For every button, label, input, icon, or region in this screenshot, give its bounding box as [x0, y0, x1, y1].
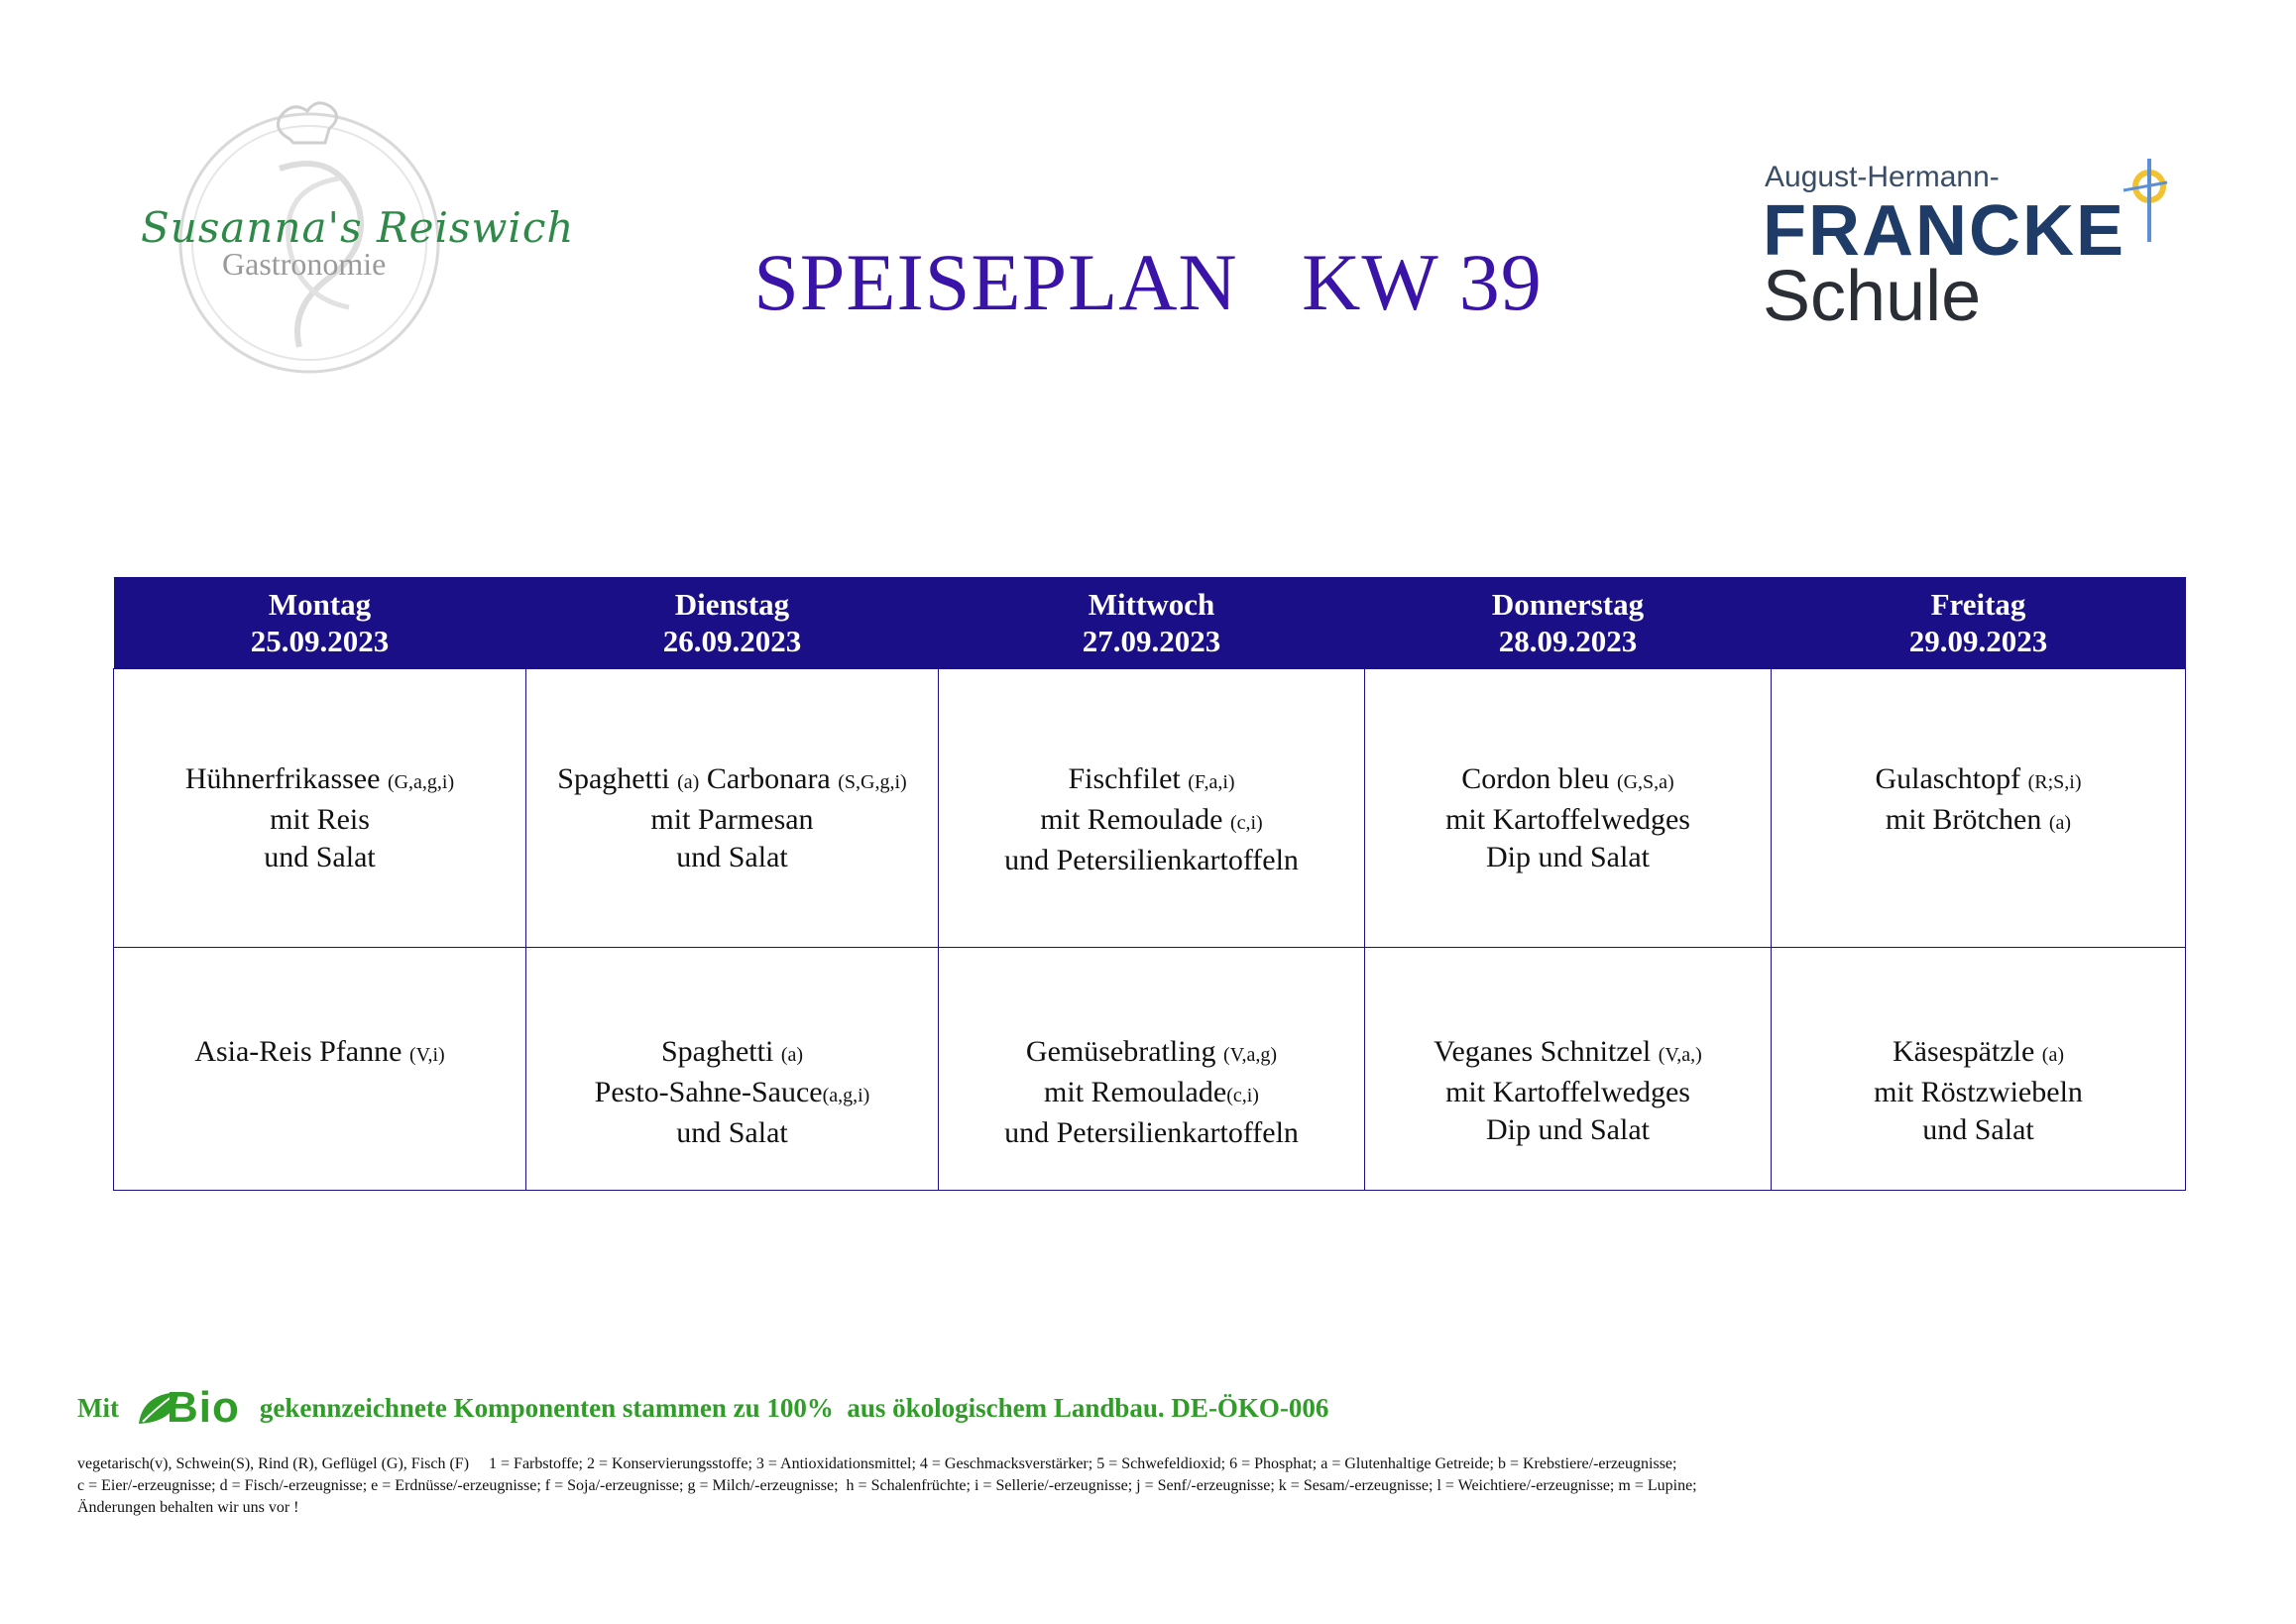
day-name: Mittwoch	[1088, 587, 1215, 622]
bio-text: gekennzeichnete Komponenten stammen zu 100% aus ökologischem Landbau. DE-ÖKO-006	[259, 1392, 1329, 1423]
allergen-codes: (V,a,g)	[1223, 1044, 1278, 1066]
allergen-codes: (a,g,i)	[822, 1085, 870, 1106]
dish-side: mit Parmesan	[650, 803, 814, 836]
menu-cell	[1772, 669, 2186, 948]
day-header	[114, 577, 526, 669]
logo-line-2: FRANCKE	[1763, 191, 2125, 271]
dish-side: mit Röstzwiebeln	[1874, 1076, 2083, 1108]
allergen-codes: (a)	[2041, 1044, 2064, 1066]
day-name: Montag	[268, 587, 372, 622]
menu-row-1	[114, 669, 2186, 948]
dish-side: und Salat	[676, 1116, 788, 1149]
title-main: SPEISEPLAN	[753, 237, 1238, 327]
logo-line-3: Schule	[1763, 257, 1982, 336]
menu-cell	[1365, 669, 1772, 948]
dish-side: und Salat	[264, 841, 376, 873]
dish-name: Gemüsebratling	[1025, 1035, 1216, 1068]
dish-side: mit Kartoffelwedges	[1445, 1076, 1690, 1108]
dish-side: Pesto-Sahne-Sauce	[594, 1076, 823, 1108]
dish-name: Käsespätzle	[1893, 1035, 2035, 1068]
allergen-codes: (R;S,i)	[2027, 771, 2082, 793]
dish-name: Fischfilet	[1068, 762, 1181, 795]
page-title	[0, 236, 2296, 329]
dish-side: mit Remoulade	[1044, 1076, 1227, 1108]
day-date: 27.09.2023	[1082, 624, 1221, 658]
allergen-codes: (c,i)	[1226, 1085, 1259, 1106]
dish-side: Dip und Salat	[1486, 1113, 1650, 1146]
dish-name: Veganes Schnitzel	[1434, 1035, 1652, 1068]
allergen-codes: (V,a,)	[1658, 1044, 1702, 1066]
day-name: Freitag	[1930, 587, 2026, 622]
menu-cell	[1772, 948, 2186, 1191]
dish-name: Asia-Reis Pfanne	[194, 1035, 402, 1068]
logo-subtitle: Gastronomie	[222, 246, 387, 282]
legend-line-3: Änderungen behalten wir uns vor !	[77, 1499, 299, 1516]
menu-row-2	[114, 948, 2186, 1191]
dish-side: mit Reis	[270, 803, 370, 836]
day-date: 29.09.2023	[1908, 624, 2048, 658]
allergen-codes: (S,G,g,i)	[838, 771, 907, 793]
menu-cell	[1365, 948, 1772, 1191]
menu-cell	[114, 669, 526, 948]
day-date: 26.09.2023	[662, 624, 802, 658]
day-date: 28.09.2023	[1498, 624, 1638, 658]
menu-cell	[939, 948, 1365, 1191]
bio-badge-label: Bio	[166, 1383, 240, 1432]
menu-table	[113, 577, 2186, 1191]
dish-side: mit Brötchen	[1885, 803, 2042, 836]
allergen-codes: (a)	[780, 1044, 804, 1066]
header-row	[114, 577, 2186, 669]
dish-side: mit Remoulade	[1040, 803, 1223, 836]
title-week: KW 39	[1302, 237, 1543, 327]
legend-line-1: vegetarisch(v), Schwein(S), Rind (R), Geflügel (G), Fisch (F) 1 = Farbstoffe; 2 = Konservierungsstoffe; 3 = Antioxidationsmittel; 4 = Geschmacksverstärker; 5 = Schwefeldioxid; 6 = Phosphat; a = Glutenhaltige Getreide; b = Krebstiere/-erzeugnisse;	[77, 1455, 1677, 1472]
day-name: Dienstag	[674, 587, 790, 622]
dish-side: und Petersilienkartoffeln	[1004, 844, 1299, 876]
menu-cell	[526, 669, 939, 948]
dish-name: Hühnerfrikassee	[184, 762, 381, 795]
bio-badge	[137, 1383, 240, 1433]
legend-line-2: c = Eier/-erzeugnisse; d = Fisch/-erzeugnisse; e = Erdnüsse/-erzeugnisse; f = Soja/-erzeugnisse; g = Milch/-erzeugnisse; h = Schalenfrüchte; i = Sellerie/-erzeugnisse; j = Senf/-erzeugnisse; k = Sesam/-erzeugnisse; l = Weichtiere/-erzeugnisse; m = Lupine;	[77, 1477, 1697, 1494]
dish-name: Spaghetti	[660, 1035, 774, 1068]
logo-line-1: August-Hermann-	[1765, 161, 2000, 193]
allergen-codes: (F,a,i)	[1188, 771, 1235, 793]
dish-side: mit Kartoffelwedges	[1445, 803, 1690, 836]
dish-name: Carbonara	[706, 762, 831, 795]
allergen-codes: (a)	[677, 771, 700, 793]
day-header	[1365, 577, 1772, 669]
allergen-codes: (a)	[2048, 812, 2072, 834]
day-header	[939, 577, 1365, 669]
allergen-codes: (G,a,g,i)	[387, 771, 455, 793]
allergen-legend	[77, 1453, 1697, 1519]
menu-cell	[939, 669, 1365, 948]
allergen-codes: (V,i)	[408, 1044, 445, 1066]
bio-statement	[77, 1383, 1328, 1433]
allergen-codes: (c,i)	[1229, 812, 1263, 834]
day-header	[1772, 577, 2186, 669]
dish-name: Gulaschtopf	[1875, 762, 2021, 795]
dish-name: Cordon bleu	[1461, 762, 1610, 795]
allergen-codes: (G,S,a)	[1616, 771, 1674, 793]
sun-cross-icon	[2120, 157, 2179, 246]
dish-side: und Salat	[676, 841, 788, 873]
dish-name: Spaghetti	[557, 762, 670, 795]
dish-side: und Salat	[1922, 1113, 2034, 1146]
logo-script-name: Susanna's Reiswich	[141, 203, 575, 252]
day-name: Donnerstag	[1491, 587, 1645, 622]
menu-cell	[526, 948, 939, 1191]
menu-cell	[114, 948, 526, 1191]
dish-side: Dip und Salat	[1486, 841, 1650, 873]
day-header	[526, 577, 939, 669]
dish-side: und Petersilienkartoffeln	[1004, 1116, 1299, 1149]
bio-prefix: Mit	[77, 1392, 119, 1423]
day-date: 25.09.2023	[250, 624, 390, 658]
